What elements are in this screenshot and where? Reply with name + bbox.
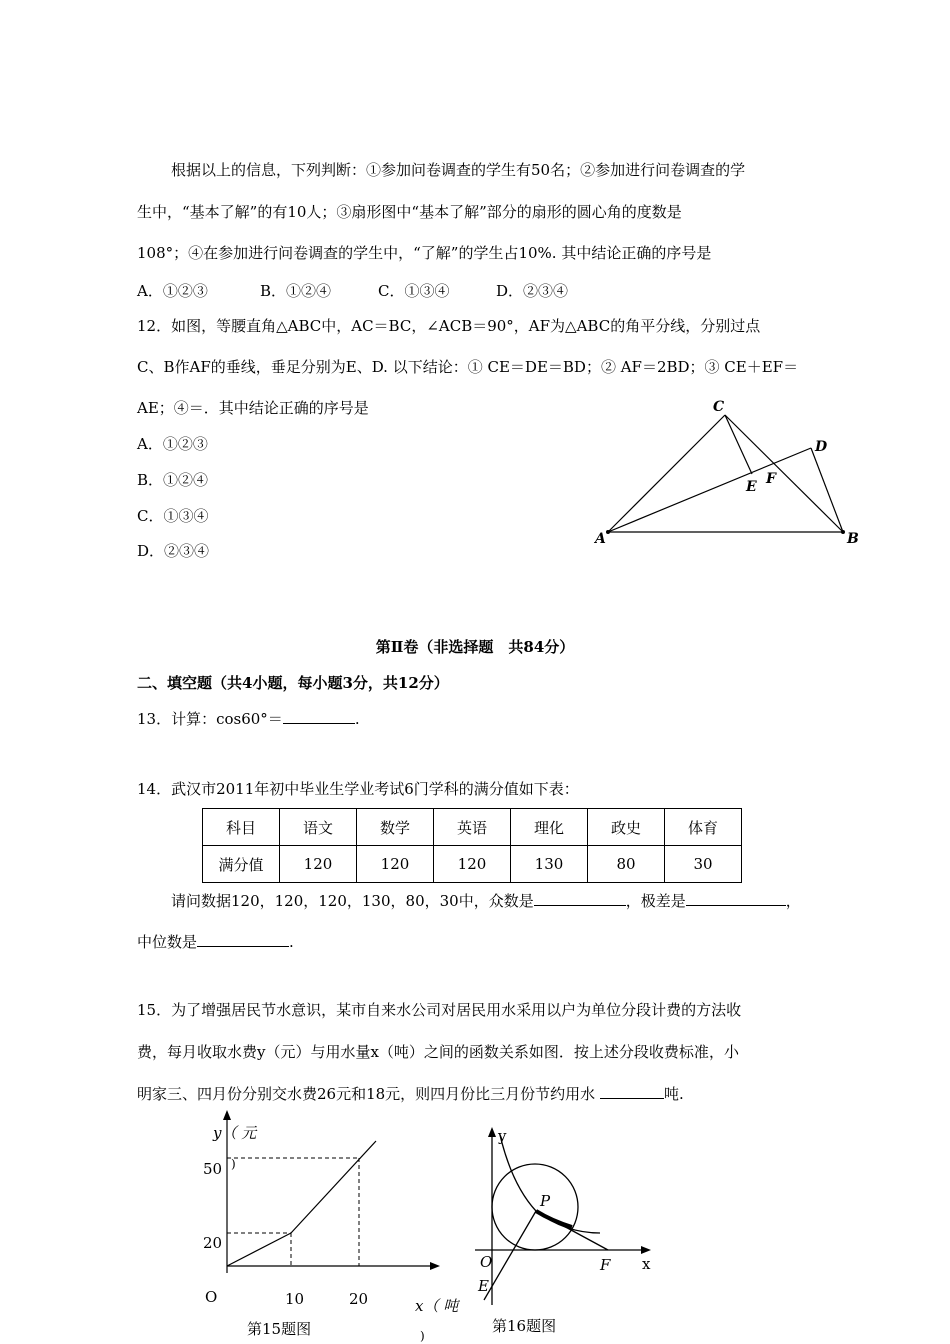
label-e: E (746, 479, 757, 495)
table-cell: 满分值 (203, 846, 280, 883)
q15-line3a: 明家三、四月份分别交水费26元和18元，则四月份比三月份节约用水 (137, 1085, 600, 1103)
q15-line1: 15．为了增强居民节水意识，某市自来水公司对居民用水采用以户为单位分段计费的方法收 (137, 1001, 742, 1019)
q13-blank[interactable] (283, 709, 355, 724)
segment-2 (291, 1141, 376, 1233)
q16-x-label: x (642, 1255, 651, 1273)
q14-question-e: . (289, 933, 294, 951)
segment-bc (725, 415, 843, 532)
circle-p (492, 1164, 578, 1250)
q15-origin: O (205, 1288, 218, 1306)
q14-question-c: ， (785, 892, 801, 910)
q15-x-label: x（ 吨 (415, 1297, 459, 1315)
q15-blank[interactable] (600, 1084, 664, 1099)
segment-bd (811, 448, 843, 532)
q11-option-d: D．②③④ (496, 282, 569, 300)
table-cell: 科目 (203, 809, 280, 846)
q11-line1: 根据以上的信息，下列判断：①参加问卷调查的学生有50名；②参加进行问卷调查的学 (171, 161, 746, 179)
y-arrow (488, 1127, 496, 1137)
label-d: D (815, 439, 828, 455)
table-cell: 120 (357, 846, 434, 883)
table-row (203, 809, 742, 846)
q15-caption: 第15题图 (247, 1320, 312, 1338)
q11-option-c: C．①③④ (378, 282, 450, 300)
q15-graph (195, 1108, 480, 1344)
y-tick-20: 20 (203, 1234, 223, 1252)
label-c: C (713, 399, 725, 415)
q11-option-a: A．①②③ (137, 282, 208, 300)
q14-median (137, 931, 294, 952)
segment-ad (608, 448, 811, 532)
q15-line3 (137, 1083, 684, 1104)
thick-arc (536, 1211, 572, 1227)
table-cell: 130 (511, 846, 588, 883)
label-f: F (600, 1256, 611, 1274)
table-cell: 120 (280, 846, 357, 883)
q16-graph (470, 1125, 670, 1344)
segment-ce (725, 415, 752, 474)
table-cell: 英语 (434, 809, 511, 846)
y-arrow (223, 1110, 231, 1120)
label-f: F (766, 471, 776, 487)
q13-end: . (354, 710, 360, 728)
table-cell: 30 (665, 846, 742, 883)
table-cell: 理化 (511, 809, 588, 846)
section-title: 二、填空题（共4小题，每小题3分，共12分） (137, 674, 449, 692)
q12-option-c: C．①③④ (137, 507, 209, 525)
q12-option-b: B．①②④ (137, 471, 209, 489)
q15-line2: 费，每月收取水费y（元）与用水量x（吨）之间的函数关系如图．按上述分段收费标准，小 (137, 1043, 739, 1061)
q16-origin: O (480, 1253, 493, 1271)
q16-caption: 第16题图 (492, 1317, 557, 1335)
table-cell: 120 (434, 846, 511, 883)
segment-1 (227, 1233, 291, 1266)
x-tick-10: 10 (285, 1290, 305, 1308)
q16-y-label: y (498, 1127, 507, 1145)
q15-x-paren: ) (420, 1329, 425, 1343)
triangle-figure (585, 395, 865, 555)
q14-question-a: 请问数据120，120，120，130，80，30中，众数是 (171, 892, 534, 910)
q13-text: 13．计算：cos60°＝ (137, 710, 283, 728)
label-a: A (595, 531, 606, 547)
q11-option-b: B．①②④ (260, 282, 332, 300)
mode-blank[interactable] (534, 891, 626, 906)
y-tick-50: 50 (203, 1160, 223, 1178)
q12-line1: 12．如图，等腰直角△ABC中，AC＝BC，∠ACB＝90°，AF为△ABC的角平分线，分别过点 (137, 317, 761, 335)
q15-line3b: 吨. (663, 1085, 684, 1103)
label-e: E (478, 1277, 489, 1295)
segment-ac (608, 415, 725, 532)
q15-y-paren: ) (231, 1157, 236, 1171)
q12-option-a: A．①②③ (137, 435, 208, 453)
table-cell: 80 (588, 846, 665, 883)
table-cell: 数学 (357, 809, 434, 846)
q12-line3: AE；④＝．其中结论正确的序号是 (137, 399, 369, 417)
q14-question (171, 890, 801, 911)
q14-intro: 14．武汉市2011年初中毕业生学业考试6门学科的满分值如下表： (137, 780, 579, 798)
q12-line2: C、B作AF的垂线，垂足分别为E、D. 以下结论：① CE＝DE＝BD；② AF＝2BD；③ CE＋EF＝ (137, 358, 799, 376)
table-row (203, 846, 742, 883)
x-arrow (641, 1246, 651, 1254)
range-blank[interactable] (686, 891, 786, 906)
table-cell: 体育 (665, 809, 742, 846)
part2-title: 第Ⅱ卷（非选择题 共84分） (375, 638, 575, 656)
table-cell: 政史 (588, 809, 665, 846)
q14-question-b: ，极差是 (625, 892, 686, 910)
x-tick-20: 20 (349, 1290, 369, 1308)
q11-line3: 108°；④在参加进行问卷调查的学生中，“了解”的学生占10%. 其中结论正确的序号是 (137, 244, 712, 262)
label-b: B (847, 531, 859, 547)
q11-line2: 生中，“基本了解”的有10人；③扇形图中“基本了解”部分的扇形的圆心角的度数是 (137, 203, 682, 221)
q14-question-d: 中位数是 (137, 933, 198, 951)
q12-option-d: D．②③④ (137, 542, 210, 560)
q13 (137, 708, 360, 729)
table-cell: 语文 (280, 809, 357, 846)
x-arrow (430, 1262, 440, 1270)
median-blank[interactable] (197, 932, 289, 947)
scores-table (202, 808, 742, 883)
q15-y-label: y（ 元 (213, 1124, 257, 1142)
label-p: P (540, 1192, 551, 1210)
